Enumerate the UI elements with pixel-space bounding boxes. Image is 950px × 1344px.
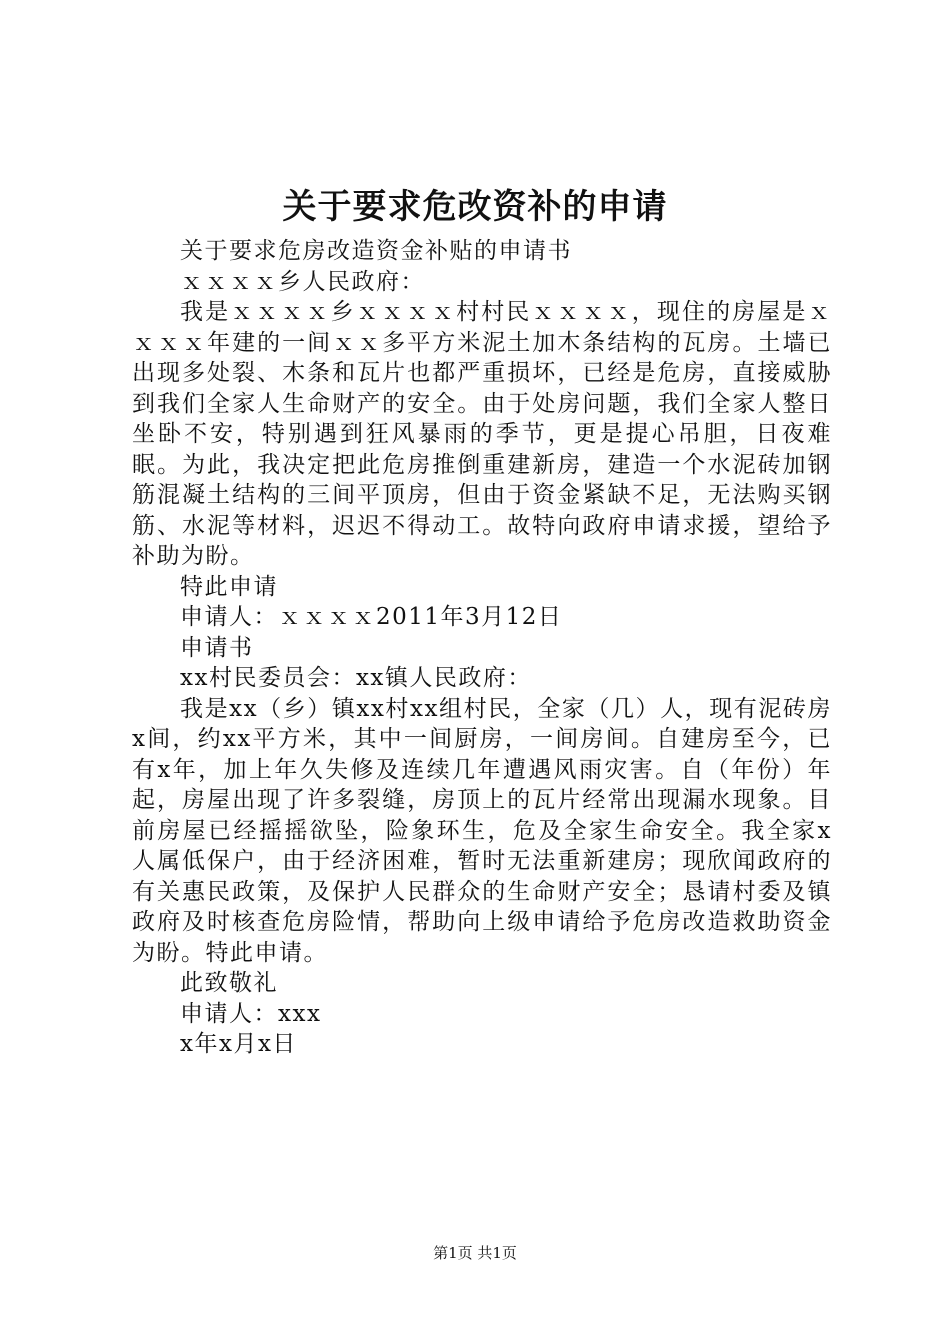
closing-paragraph: 此致敬礼 [180, 970, 278, 996]
signature-paragraph: 申请人：xxx [180, 1000, 322, 1027]
document-body [132, 236, 832, 1060]
section-heading: 申请书 [180, 634, 254, 661]
page-footer: 第1页 共1页 [433, 1244, 517, 1262]
body-paragraph: 我是ｘｘｘｘ乡ｘｘｘｘ村村民ｘｘｘｘ，现住的房屋是ｘｘｘｘ年建的一间ｘｘ多平方米泥土加木条结构的瓦房。土墙已出现多处裂、木条和瓦片也都严重损坏，已经是危房，直接威胁到我们全家人生命财产的安全。由于处房问题，我们全家人整日坐卧不安，特别遇到狂风暴雨的季节，更是提心吊胆，日夜难眠。为此，我决定把此危房推倒重建新房，建造一个水泥砖加钢筋混凝土结构的三间平顶房，但由于资金紧缺不足，无法购买钢筋、水泥等材料，迟迟不得动工。故特向政府申请求援，望给予补助为盼。 [132, 299, 832, 569]
subtitle-paragraph: 关于要求危房改造资金补贴的申请书 [180, 238, 572, 264]
closing-paragraph: 特此申请 [180, 573, 278, 600]
signature-paragraph: 申请人：ｘｘｘｘ2011年3月12日 [180, 604, 563, 630]
addressee-paragraph: xx村民委员会：xx镇人民政府： [180, 665, 532, 691]
date-paragraph: x年x月x日 [180, 1031, 297, 1057]
addressee-paragraph: ｘｘｘｘ乡人民政府： [180, 268, 425, 295]
body-paragraph: 我是xx（乡）镇xx村xx组村民，全家（几）人，现有泥砖房x间，约xx平方米，其中一间厨房，一间房间。自建房至今，已有x年，加上年久失修及连续几年遭遇风雨灾害。自（年份）年起，房屋出现了许多裂缝，房顶上的瓦片经常出现漏水现象。目前房屋已经摇摇欲坠，险象环生，危及全家生命安全。我全家x人属低保户，由于经济困难，暂时无法重新建房；现欣闻政府的有关惠民政策，及保护人民群众的生命财产安全；恳请村委及镇政府及时核查危房险情，帮助向上级申请给予危房改造救助资金为盼。特此申请。 [132, 695, 832, 966]
document-title: 关于要求危改资补的申请 [282, 187, 668, 227]
